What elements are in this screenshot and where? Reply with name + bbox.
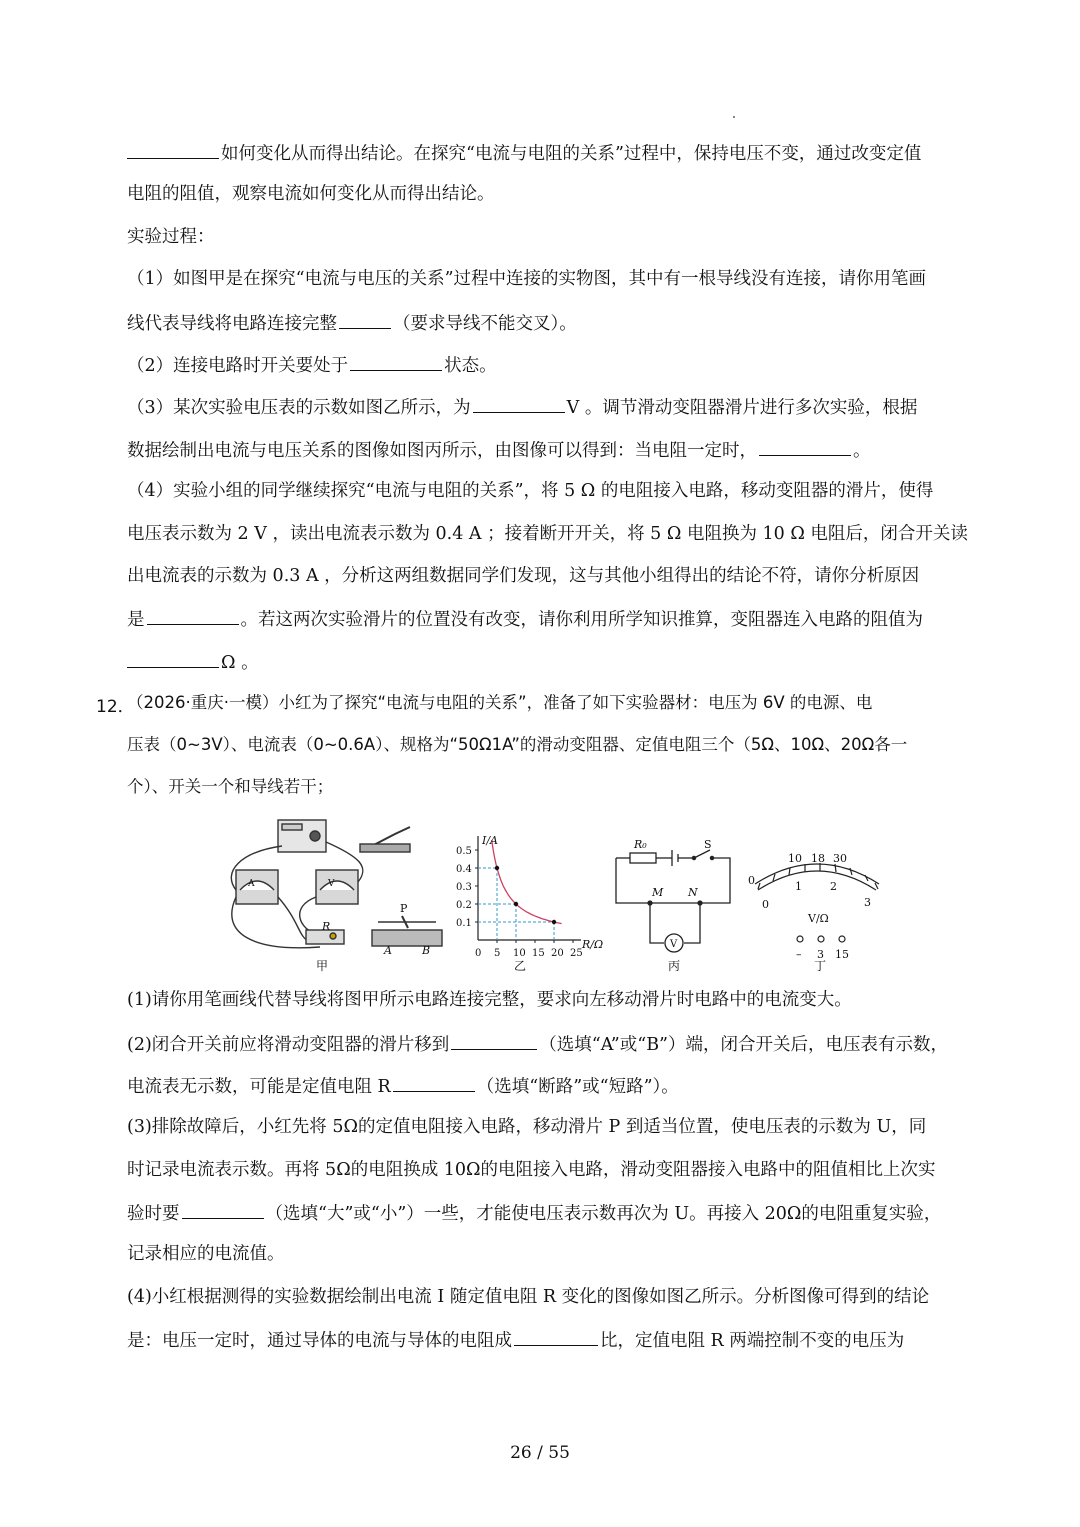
svg-text:V: V xyxy=(328,879,335,889)
answer-blank[interactable] xyxy=(127,649,219,668)
text: 。若这两次实验滑片的位置没有改变，请你利用所学知识推算，变阻器连入电路的阻值为 xyxy=(240,610,923,630)
x-tick-label: 20 xyxy=(551,948,564,959)
ding-bottom-3: 3 xyxy=(864,896,871,909)
figure-strip xyxy=(0,812,1080,982)
line-4: （1）如图甲是在探究“电流与电压的关系”过程中连接的实物图，其中有一根导线没有连接，请你用笔画 xyxy=(127,269,927,289)
ding-top-3: 30 xyxy=(833,852,847,865)
figure-ding xyxy=(755,863,879,942)
ding-top-2: 18 xyxy=(811,852,825,865)
page-number: 26 / 55 xyxy=(510,1443,570,1463)
line-9: （4）实验小组的同学继续探究“电流与电阻的关系”，将 5 Ω 的电阻接入电路，移动变阻器的滑片，使得 xyxy=(127,481,934,501)
line-3: 实验过程： xyxy=(127,227,215,247)
q12-line-3: 个）、开关一个和导线若干； xyxy=(127,777,334,796)
ding-bottom-0: 0 xyxy=(762,898,769,911)
ding-bottom-2: 2 xyxy=(830,880,837,893)
label-n: N xyxy=(688,886,698,899)
answer-blank[interactable] xyxy=(339,310,391,329)
subq-4-line-1: (4)小红根据测得的实验数据绘制出电流 I 随定值电阻 R 变化的图像如图乙所示。分析图像可得到的结论 xyxy=(127,1287,930,1307)
x-axis-label: R/Ω xyxy=(582,938,604,951)
text: （2）连接电路时开关要处于 xyxy=(127,356,349,376)
label-r0: R₀ xyxy=(634,838,647,851)
text: 是：电压一定时，通过导体的电流与导体的电阻成 xyxy=(127,1331,512,1351)
subq-3-line-3 xyxy=(127,1200,941,1226)
y-tick-label: 0.1 xyxy=(456,918,472,929)
text: (1)请你用笔画线代替导线将图甲所示电路连接完整，要求向左移动滑片时电路中的电流变大。 xyxy=(127,990,852,1010)
figure-bing xyxy=(616,850,730,952)
y-tick-label: 0.4 xyxy=(456,864,472,875)
label-m: M xyxy=(652,886,664,899)
x-tick-label: 0 xyxy=(475,948,482,959)
text: （3）某次实验电压表的示数如图乙所示，为 xyxy=(127,398,471,418)
text: （选填“大”或“小”）一些，才能使电压表示数再次为 U。再接入 20Ω的电阻重复实验， xyxy=(265,1204,942,1224)
subq-1 xyxy=(127,988,852,1012)
line-11: 出电流表的示数为 0.3 A ，分析这两组数据同学们发现，这与其他小组得出的结论不符，请你分析原因 xyxy=(127,566,920,586)
answer-blank[interactable] xyxy=(182,1200,264,1219)
ding-bottom-1: 1 xyxy=(795,880,802,893)
answer-blank[interactable] xyxy=(451,1031,537,1050)
text: 数据绘制出电流与电压关系的图像如图丙所示，由图像可以得到：当电阻一定时， xyxy=(127,441,757,461)
subq-4-line-2 xyxy=(127,1327,904,1353)
subq-2-line-2 xyxy=(127,1073,679,1099)
answer-blank[interactable] xyxy=(147,606,239,625)
svg-text:A: A xyxy=(248,879,255,889)
data-point xyxy=(495,866,499,870)
x-tick-label: 15 xyxy=(532,948,545,959)
caption-ding: 丁 xyxy=(814,959,827,973)
label-a: A xyxy=(384,944,392,957)
x-tick-label: 10 xyxy=(513,948,526,959)
line-5 xyxy=(127,310,577,336)
ding-term-neg: – xyxy=(796,948,802,961)
label-r: R xyxy=(322,920,331,933)
text: （选填“A”或“B”）端，闭合开关后，电压表有示数， xyxy=(539,1035,949,1055)
rheostat xyxy=(372,930,442,946)
label-b: B xyxy=(422,944,431,957)
line-2: 电阻的阻值，观察电流如何变化从而得出结论。 xyxy=(127,184,495,204)
line-1 xyxy=(127,140,921,166)
q12-line-2: 压表（0~3V）、电流表（0~0.6A）、规格为“50Ω1A”的滑动变阻器、定值电阻三个（5Ω、10Ω、20Ω各一 xyxy=(127,735,908,754)
text: 。 xyxy=(853,441,871,461)
line-7 xyxy=(127,394,917,420)
label-s: S xyxy=(704,838,712,851)
text: V 。调节滑动变阻器滑片进行多次实验，根据 xyxy=(566,398,918,418)
ding-term-3: 3 xyxy=(817,948,824,961)
ding-term-15: 15 xyxy=(835,948,849,961)
ding-top-1: 10 xyxy=(788,852,802,865)
answer-blank[interactable] xyxy=(393,1073,475,1092)
text: 验时要 xyxy=(127,1204,180,1224)
subq-3-line-2: 时记录电流表示数。再将 5Ω的电阻换成 10Ω的电阻接入电路，滑动变阻器接入电路中的阻值相比上次实 xyxy=(127,1160,936,1180)
answer-blank[interactable] xyxy=(514,1327,598,1346)
y-tick-label: 0.3 xyxy=(456,882,472,893)
x-tick-label: 25 xyxy=(570,948,583,959)
subq-2-line-1 xyxy=(127,1031,948,1057)
subq-3-line-4: 记录相应的电流值。 xyxy=(127,1244,285,1264)
text: （选填“断路”或“短路”）。 xyxy=(476,1077,679,1097)
answer-blank[interactable] xyxy=(759,437,851,456)
label-p: P xyxy=(400,902,408,915)
text: 比，定值电阻 R 两端控制不变的电压为 xyxy=(600,1331,905,1351)
line-6 xyxy=(127,352,497,378)
line-10: 电压表示数为 2 V ，读出电流表示数为 0.4 A ；接着断开开关，将 5 Ω 电阻换为 10 Ω 电阻后，闭合开关读 xyxy=(127,524,968,544)
series-line xyxy=(492,840,562,924)
text: （要求导线不能交叉）。 xyxy=(393,314,577,334)
ding-unit: V/Ω xyxy=(808,912,829,925)
text: 电流表无示数，可能是定值电阻 R xyxy=(127,1077,391,1097)
y-tick-label: 0.2 xyxy=(456,900,472,911)
line-12 xyxy=(127,606,923,632)
ding-zero: 0 xyxy=(748,874,755,887)
line-8 xyxy=(127,437,871,463)
text: 是 xyxy=(127,610,145,630)
text: Ω 。 xyxy=(221,653,259,673)
text: 线代表导线将电路连接完整 xyxy=(127,314,337,334)
answer-blank[interactable] xyxy=(473,394,565,413)
text: 如何变化从而得出结论。在探究“电流与电阻的关系”过程中，保持电压不变，通过改变定值 xyxy=(221,144,922,164)
caption-bing: 丙 xyxy=(668,959,681,973)
caption-yi: 乙 xyxy=(514,959,527,973)
figure-jia xyxy=(231,820,442,948)
caption-jia: 甲 xyxy=(316,959,329,973)
data-point xyxy=(552,920,556,924)
line-13 xyxy=(127,649,259,675)
voltmeter-symbol: V xyxy=(670,939,678,950)
answer-blank[interactable] xyxy=(350,352,442,371)
data-point xyxy=(514,902,518,906)
text: (2)闭合开关前应将滑动变阻器的滑片移到 xyxy=(127,1035,450,1055)
chart-yi xyxy=(456,836,583,959)
x-tick-label: 5 xyxy=(494,948,501,959)
question-number: 12． xyxy=(96,697,135,717)
q12-line-1: （2026·重庆·一模）小红为了探究“电流与电阻的关系”，准备了如下实验器材：电压为 6V 的电源、电 xyxy=(127,693,873,712)
stray-dot xyxy=(733,116,735,118)
text: 状态。 xyxy=(444,356,497,376)
y-axis-label: I/A xyxy=(482,834,498,847)
y-tick-label: 0.5 xyxy=(456,846,472,857)
subq-3-line-1: (3)排除故障后，小红先将 5Ω的定值电阻接入电路，移动滑片 P 到适当位置，使电压表的示数为 U，同 xyxy=(127,1117,927,1137)
answer-blank[interactable] xyxy=(127,140,219,159)
